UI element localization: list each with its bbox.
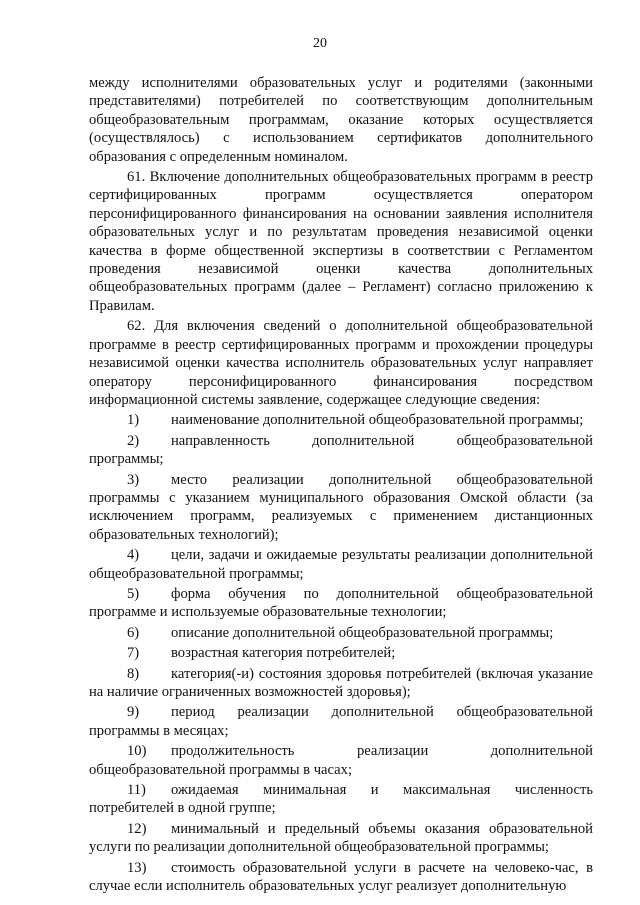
list-item [89,742,593,779]
list-item-text: минимальный и предельный объемы оказания образовательной услуги по реализации дополнительной общеобразовательной программы; [89,820,593,856]
list-item-number: 6) [127,624,140,641]
list-item-number: 10) [127,743,147,760]
list-item [89,703,593,740]
list-item-number: 2) [127,432,140,449]
list-item-number: 8) [127,665,140,682]
list-item-text: стоимость образовательной услуги в расчете на человеко-час, в случае если исполнитель образовательных услуг реализует дополнительную [89,859,593,895]
list-item-number: 12) [127,820,147,837]
list-item [89,820,593,857]
list-item [89,411,593,429]
list-item-number: 3) [127,471,140,488]
list-item-text: возрастная категория потребителей; [171,645,396,662]
list-item-text: продолжительность реализации дополнительной общеобразовательной программы в часах; [89,743,593,778]
list-item-text: форма обучения по дополнительной общеобразовательной программе и используемые образовательные технологии; [89,585,593,621]
list-item [89,665,593,702]
list-item [89,781,593,818]
list-item-text: наименование дополнительной общеобразовательной программы; [171,412,584,429]
paragraph-62: 62. Для включения сведений о дополнительной общеобразовательной программе в реестр сертифицированных программ и прохождении процедуры независимой оценки качества исполнитель образовательных услуг направляет оператору персонифицированного финансирования посредством информационной системы заявление, содержащее следующие сведения: [89,318,593,408]
paragraph-61: 61. Включение дополнительных общеобразовательных программ в реестр сертифицированных программ осуществляется оператором персонифицированного финансирования на основании заявления исполнителя образовательных услуг и по результатам проведения независимой оценки качества в форме общественной экспертизы в соответствии с Регламентом проведения независимой оценки качества дополнительных общеобразовательных программ (далее – Регламент) согласно приложению к Правилам. [89,169,593,314]
list-item [89,624,593,642]
list-item-number: 13) [127,859,147,876]
list-item [89,546,593,583]
intro-paragraph: между исполнителями образовательных услуг и родителями (законными представителями) потребителей по соответствующим дополнительным общеобразовательным программам, оказание которых осуществляется (осуществлялось) с использованием сертификатов дополнительного образования с определенным номиналом. [89,75,593,165]
list-item-text: направленность дополнительной общеобразовательной программы; [89,432,593,468]
list-item-text: период реализации дополнительной общеобразовательной программы в месяцах; [89,704,593,739]
list-item-number: 4) [127,547,140,564]
list-item [89,432,593,469]
page-number: 20 [313,36,327,51]
list-item-text: ожидаемая минимальная и максимальная численность потребителей в одной группе; [89,782,593,817]
list-item [89,859,593,896]
list-item-number: 7) [127,645,140,662]
list-item-number: 9) [127,704,140,721]
list-item-text: место реализации дополнительной общеобразовательной программы с указанием муниципального образования Омской области (за исключением программ, реализуемых с применением дистанционных образовательных технологий); [89,471,593,543]
list-item [89,471,593,545]
list-item-text: категория(-и) состояния здоровья потребителей (включая указание на наличие ограниченных возможностей здоровья); [89,665,593,700]
list-item-number: 5) [127,585,140,602]
list-item [89,644,593,662]
list-item [89,585,593,622]
document-body [89,74,593,897]
list-item-text: цели, задачи и ожидаемые результаты реализации дополнительной общеобразовательной программы; [89,547,593,582]
list-item-text: описание дополнительной общеобразовательной программы; [171,624,554,641]
list-item-number: 11) [127,782,146,799]
list-item-number: 1) [127,412,140,429]
